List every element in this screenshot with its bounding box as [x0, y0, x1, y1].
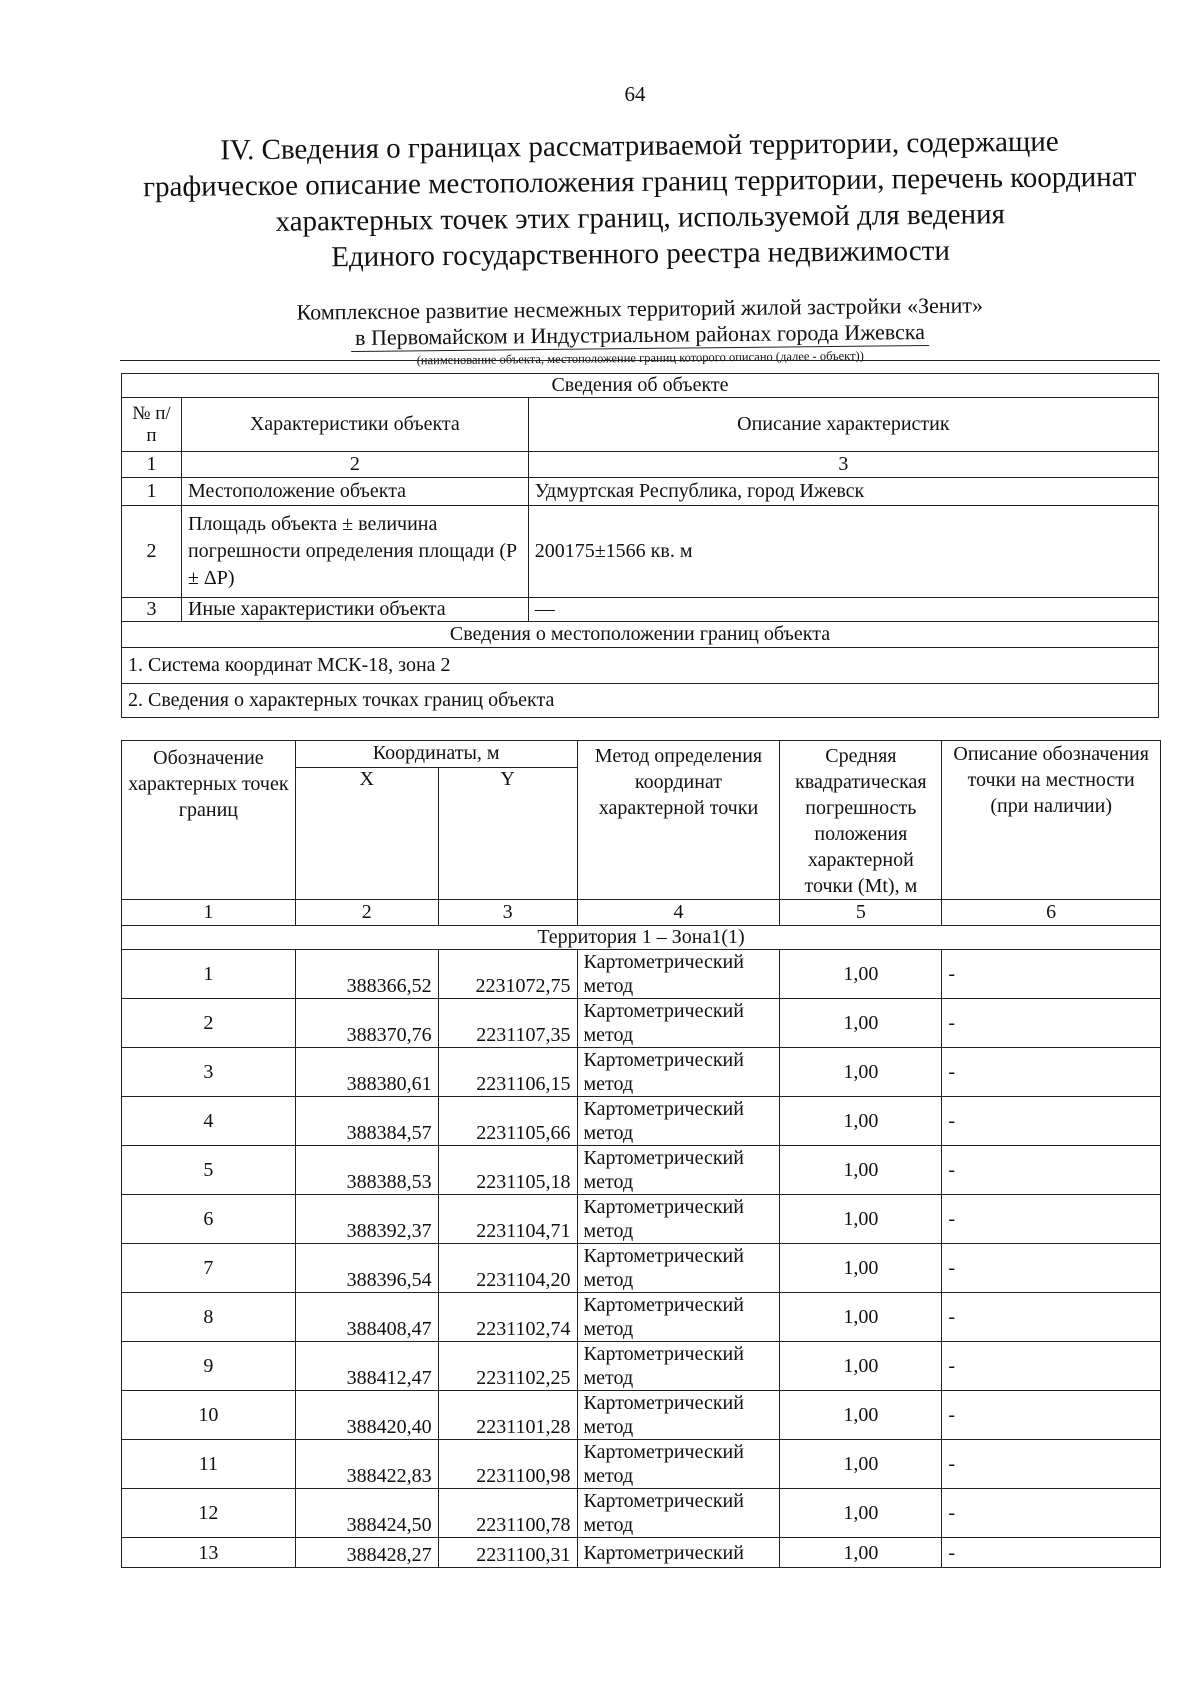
point-x: 388396,54 — [295, 1244, 438, 1293]
point-x: 388422,83 — [295, 1440, 438, 1489]
point-method: Картометрический метод — [577, 1342, 780, 1391]
points-table — [121, 740, 1161, 1568]
h-descr: Описание обозначения точки на местности (при наличии) — [942, 741, 1161, 900]
point-descr: - — [942, 1391, 1161, 1440]
point-descr: - — [942, 999, 1161, 1048]
point-row — [122, 950, 1161, 999]
point-method: Картометрический метод — [577, 1097, 780, 1146]
col-num-header: № п/п — [122, 398, 182, 452]
row-name: Площадь объекта ± величина погрешности определения площади (P ± ΔP) — [181, 506, 528, 598]
point-x: 388384,57 — [295, 1097, 438, 1146]
point-method: Картометрический метод — [577, 1244, 780, 1293]
index-cell: 4 — [577, 900, 780, 926]
h-error: Средняя квадратическая погрешность положения характерной точки (Mt), м — [780, 741, 942, 900]
point-number: 11 — [122, 1440, 296, 1489]
col-char-header: Характеристики объекта — [181, 398, 528, 452]
title-line: Единого государственного реестра недвижимости — [331, 234, 951, 274]
title-line: характерных точек этих границ, используемой для ведения — [275, 198, 1006, 238]
index-cell: 3 — [528, 452, 1158, 478]
title-line: графическое описание местоположения границ территории, перечень координат — [142, 160, 1137, 204]
point-y: 2231102,74 — [438, 1293, 577, 1342]
h-x: X — [295, 767, 438, 900]
point-number: 12 — [122, 1489, 296, 1538]
point-x: 388420,40 — [295, 1391, 438, 1440]
point-error: 1,00 — [780, 1440, 942, 1489]
index-cell: 2 — [295, 900, 438, 926]
point-row — [122, 1146, 1161, 1195]
point-x: 388408,47 — [295, 1293, 438, 1342]
point-number: 2 — [122, 999, 296, 1048]
col-desc-header: Описание характеристик — [528, 398, 1158, 452]
point-error: 1,00 — [780, 1048, 942, 1097]
point-number: 7 — [122, 1244, 296, 1293]
point-row — [122, 999, 1161, 1048]
point-error: 1,00 — [780, 950, 942, 999]
coord-system: 1. Система координат МСК-18, зона 2 — [122, 648, 1159, 684]
points-title: 2. Сведения о характерных точках границ объекта — [122, 684, 1159, 718]
point-row — [122, 1342, 1161, 1391]
point-x: 388428,27 — [295, 1538, 438, 1568]
point-y: 2231105,18 — [438, 1146, 577, 1195]
index-cell: 1 — [122, 900, 296, 926]
object-info-table — [121, 373, 1159, 718]
title-line: IV. Сведения о границах рассматриваемой территории, содержащие — [220, 125, 1059, 167]
point-error: 1,00 — [780, 1195, 942, 1244]
index-cell: 2 — [181, 452, 528, 478]
point-row — [122, 1195, 1161, 1244]
point-y: 2231072,75 — [438, 950, 577, 999]
document-title — [119, 123, 1160, 278]
point-x: 388366,52 — [295, 950, 438, 999]
point-method: Картометрический метод — [577, 1391, 780, 1440]
point-descr: - — [942, 1489, 1161, 1538]
point-error: 1,00 — [780, 1146, 942, 1195]
object-name-line2: в Первомайском и Индустриальном районах города Ижевска — [351, 319, 929, 352]
point-error: 1,00 — [780, 1097, 942, 1146]
point-descr: - — [942, 1440, 1161, 1489]
point-descr: - — [942, 1048, 1161, 1097]
point-row — [122, 1440, 1161, 1489]
index-cell: 3 — [438, 900, 577, 926]
row-value: Удмуртская Республика, город Ижевск — [528, 478, 1158, 506]
point-method: Картометрический метод — [577, 1146, 780, 1195]
point-x: 388388,53 — [295, 1146, 438, 1195]
point-number: 3 — [122, 1048, 296, 1097]
boundary-section-title: Сведения о местоположении границ объекта — [122, 622, 1159, 648]
h-designation: Обозначение характерных точек границ — [122, 741, 296, 900]
point-y: 2231100,98 — [438, 1440, 577, 1489]
point-number: 10 — [122, 1391, 296, 1440]
object-info-title: Сведения об объекте — [122, 374, 1159, 398]
point-y: 2231104,20 — [438, 1244, 577, 1293]
zone-title: Территория 1 – Зона1(1) — [122, 926, 1161, 950]
point-x: 388392,37 — [295, 1195, 438, 1244]
page-number: 64 — [624, 82, 646, 106]
point-descr: - — [942, 1293, 1161, 1342]
row-name: Иные характеристики объекта — [181, 598, 528, 622]
point-number: 13 — [122, 1538, 296, 1568]
point-row — [122, 1489, 1161, 1538]
point-method: Картометрический метод — [577, 1293, 780, 1342]
point-y: 2231104,71 — [438, 1195, 577, 1244]
index-cell: 6 — [942, 900, 1161, 926]
object-caption: (наименование объекта, местоположение границ которого описано (далее - объект)) — [416, 348, 864, 368]
point-descr: - — [942, 1538, 1161, 1568]
point-method: Картометрический — [577, 1538, 780, 1568]
point-error: 1,00 — [780, 1342, 942, 1391]
point-row — [122, 1538, 1161, 1568]
row-value: 200175±1566 кв. м — [528, 506, 1158, 598]
row-num: 3 — [122, 598, 182, 622]
divider — [120, 360, 1160, 361]
point-method: Картометрический метод — [577, 1048, 780, 1097]
index-cell: 1 — [122, 452, 182, 478]
object-name-line1: Комплексное развитие несмежных территорий жилой застройки «Зенит» — [296, 292, 984, 325]
point-y: 2231100,31 — [438, 1538, 577, 1568]
point-y: 2231100,78 — [438, 1489, 577, 1538]
point-y: 2231107,35 — [438, 999, 577, 1048]
point-error: 1,00 — [780, 1293, 942, 1342]
point-x: 388412,47 — [295, 1342, 438, 1391]
point-row — [122, 1048, 1161, 1097]
point-error: 1,00 — [780, 1244, 942, 1293]
point-descr: - — [942, 1342, 1161, 1391]
point-descr: - — [942, 1244, 1161, 1293]
point-number: 5 — [122, 1146, 296, 1195]
point-y: 2231101,28 — [438, 1391, 577, 1440]
point-row — [122, 1244, 1161, 1293]
point-method: Картометрический метод — [577, 1440, 780, 1489]
point-number: 6 — [122, 1195, 296, 1244]
point-number: 4 — [122, 1097, 296, 1146]
point-error: 1,00 — [780, 1538, 942, 1568]
point-method: Картометрический метод — [577, 1195, 780, 1244]
point-row — [122, 1391, 1161, 1440]
h-coords: Координаты, м — [295, 741, 577, 768]
point-y: 2231105,66 — [438, 1097, 577, 1146]
row-num: 1 — [122, 478, 182, 506]
point-method: Картометрический метод — [577, 950, 780, 999]
point-error: 1,00 — [780, 1391, 942, 1440]
point-y: 2231106,15 — [438, 1048, 577, 1097]
point-y: 2231102,25 — [438, 1342, 577, 1391]
point-number: 9 — [122, 1342, 296, 1391]
point-x: 388424,50 — [295, 1489, 438, 1538]
point-error: 1,00 — [780, 999, 942, 1048]
point-error: 1,00 — [780, 1489, 942, 1538]
point-descr: - — [942, 1097, 1161, 1146]
index-cell: 5 — [780, 900, 942, 926]
row-num: 2 — [122, 506, 182, 598]
point-row — [122, 1293, 1161, 1342]
point-method: Картометрический метод — [577, 999, 780, 1048]
row-value: — — [528, 598, 1158, 622]
point-method: Картометрический метод — [577, 1489, 780, 1538]
h-method: Метод определения координат характерной точки — [577, 741, 780, 900]
point-x: 388370,76 — [295, 999, 438, 1048]
point-number: 1 — [122, 950, 296, 999]
point-descr: - — [942, 950, 1161, 999]
point-descr: - — [942, 1146, 1161, 1195]
point-number: 8 — [122, 1293, 296, 1342]
point-x: 388380,61 — [295, 1048, 438, 1097]
h-y: Y — [438, 767, 577, 900]
point-descr: - — [942, 1195, 1161, 1244]
row-name: Местоположение объекта — [181, 478, 528, 506]
point-row — [122, 1097, 1161, 1146]
